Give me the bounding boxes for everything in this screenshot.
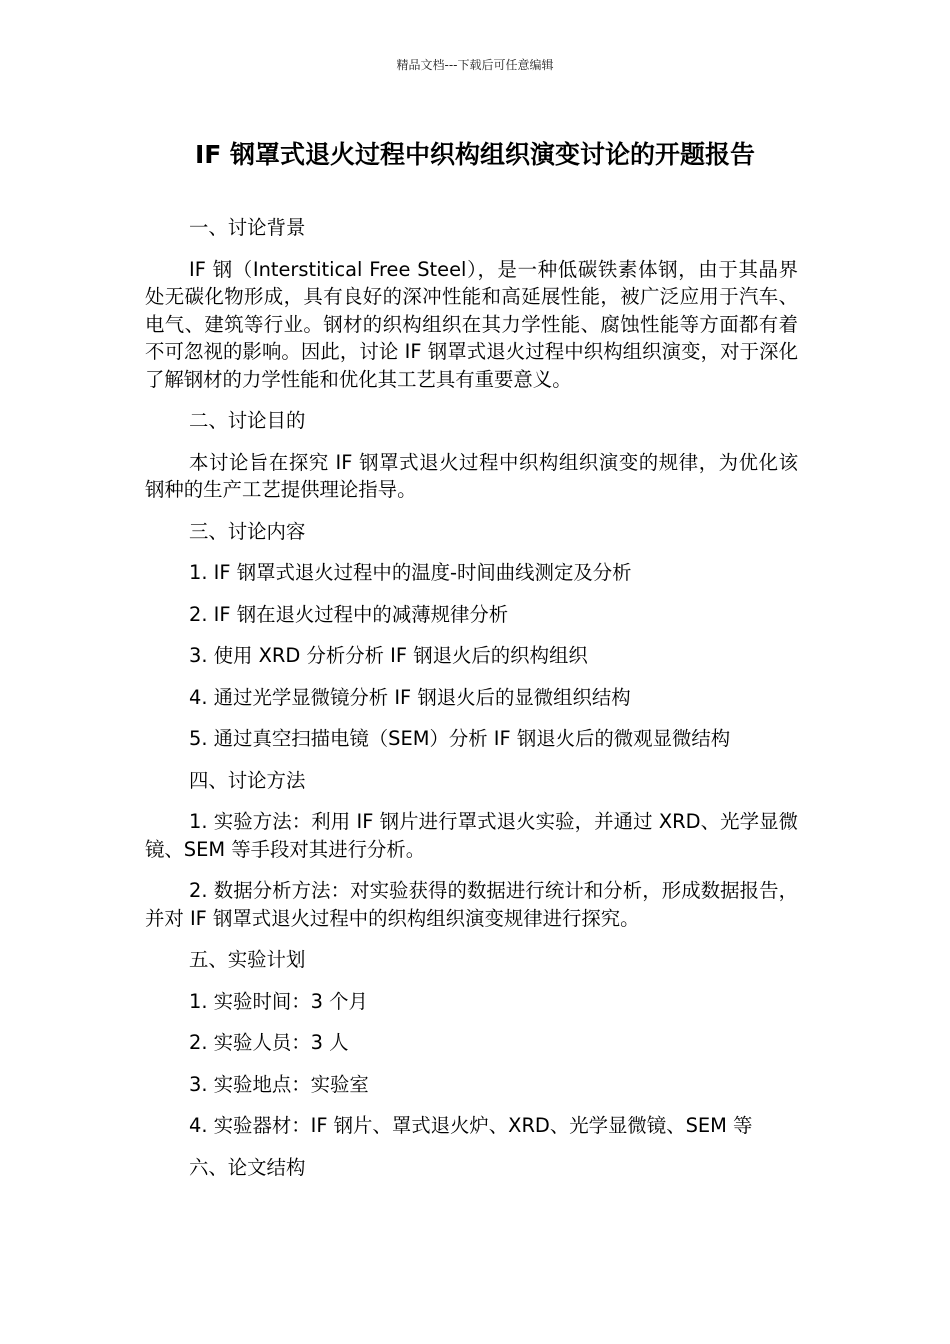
section-heading-content: 三、讨论内容	[189, 519, 306, 543]
content-item: 1. IF 钢罩式退火过程中的温度-时间曲线测定及分析	[189, 561, 632, 584]
section-heading-structure: 六、论文结构	[189, 1155, 306, 1179]
content-item: 3. 使用 XRD 分析分析 IF 钢退火后的织构组织	[189, 644, 588, 667]
plan-item: 4. 实验器材：IF 钢片、罩式退火炉、XRD、光学显微镜、SEM 等	[189, 1114, 753, 1137]
document-title: IF 钢罩式退火过程中织构组织演变讨论的开题报告	[194, 140, 756, 169]
plan-item: 3. 实验地点：实验室	[189, 1072, 369, 1096]
header-note: 精品文档---下载后可任意编辑	[396, 58, 554, 72]
paragraph-background: IF 钢（Interstitical Free Steel），是一种低碳铁素体钢，由于其晶界处无碳化物形成，具有良好的深冲性能和高延展性能，被广泛应用于汽车、电气、建筑等行业。钢材的织构组织在其力学性能、腐蚀性能等方面都有着不可忽视的影响。因此，讨论 IF 钢罩式退火过程中织构组织演变，对于深化了解钢材的力学性能和优化其工艺具有重要意义。	[145, 257, 798, 391]
section-heading-plan: 五、实验计划	[189, 948, 306, 971]
section-heading-background: 一、讨论背景	[189, 216, 306, 239]
content-item: 5. 通过真空扫描电镜（SEM）分析 IF 钢退火后的微观显微结构	[189, 727, 731, 750]
section-heading-method: 四、讨论方法	[189, 768, 306, 792]
content-item: 2. IF 钢在退火过程中的减薄规律分析	[189, 602, 509, 626]
plan-item: 1. 实验时间：3 个月	[189, 989, 368, 1013]
section-heading-purpose: 二、讨论目的	[189, 409, 306, 432]
document-body	[145, 214, 798, 1195]
method-item: 2. 数据分析方法：对实验获得的数据进行统计和分析，形成数据报告，并对 IF 钢罩式退火过程中的织构组织演变规律进行探究。	[145, 879, 798, 930]
plan-item: 2. 实验人员：3 人	[189, 1031, 349, 1054]
content-item: 4. 通过光学显微镜分析 IF 钢退火后的显微组织结构	[189, 685, 631, 709]
paragraph-purpose: 本讨论旨在探究 IF 钢罩式退火过程中织构组织演变的规律，为优化该钢种的生产工艺提供理论指导。	[145, 450, 798, 501]
method-item: 1. 实验方法：利用 IF 钢片进行罩式退火实验，并通过 XRD、光学显微镜、SEM 等手段对其进行分析。	[145, 810, 798, 861]
